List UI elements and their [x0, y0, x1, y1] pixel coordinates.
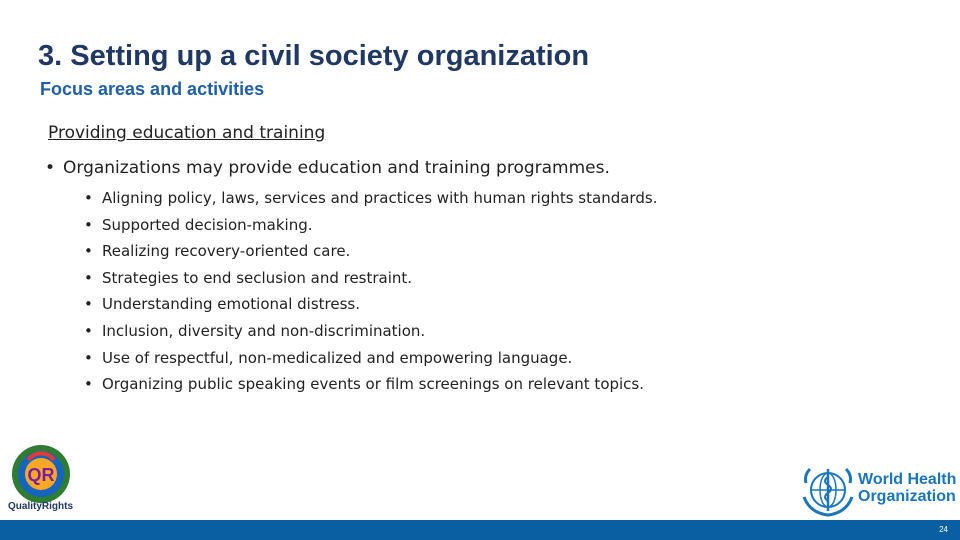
bullet-icon: • [84, 242, 93, 261]
bullet-icon: • [45, 158, 56, 178]
sub-bullet-item [84, 291, 657, 318]
sub-bullet-item [84, 238, 657, 265]
section-heading: Providing education and training [48, 123, 326, 143]
bullet-icon: • [84, 189, 93, 207]
bullet-icon: • [84, 375, 93, 394]
who-wordmark-line2: Organization [858, 488, 956, 505]
sub-bullet-item [84, 212, 657, 239]
who-wordmark-line1: World Health [858, 471, 957, 488]
bullet-icon: • [84, 348, 93, 367]
sub-bullet-text: Understanding emotional distress. [102, 295, 361, 314]
who-wordmark [858, 471, 956, 505]
sub-bullet-list [84, 185, 657, 398]
bullet-icon: • [84, 321, 93, 340]
bullet-icon: • [84, 215, 93, 234]
sub-bullet-text: Inclusion, diversity and non-discrimination. [102, 321, 426, 340]
sub-bullet-text: Use of respectful, non-medicalized and empowering language. [102, 348, 573, 367]
slide-title: 3. Setting up a civil society organization [38, 40, 590, 72]
main-bullet-text: Organizations may provide education and training programmes. [63, 158, 610, 178]
footer-bar [0, 520, 960, 540]
quality-rights-text: QualityRights [8, 501, 74, 512]
bullet-icon: • [84, 268, 93, 287]
sub-bullet-item [84, 185, 657, 212]
sub-bullet-item [84, 345, 657, 372]
sub-bullet-item [84, 265, 657, 292]
who-emblem-icon [800, 463, 856, 517]
sub-bullet-item [84, 371, 657, 398]
slide-subtitle: Focus areas and activities [40, 79, 265, 99]
sub-bullet-text: Organizing public speaking events or film screenings on relevant topics. [102, 375, 645, 394]
sub-bullet-text: Strategies to end seclusion and restraint. [102, 268, 413, 287]
page-number: 24 [939, 525, 948, 534]
sub-bullet-text: Realizing recovery-oriented care. [102, 242, 351, 261]
qr-monogram: QR [27, 465, 55, 485]
sub-bullet-text: Aligning policy, laws, services and practices with human rights standards. [102, 189, 658, 207]
main-bullet [45, 158, 610, 178]
bullet-icon: • [84, 295, 93, 314]
sub-bullet-item [84, 318, 657, 345]
sub-bullet-text: Supported decision-making. [102, 215, 313, 234]
